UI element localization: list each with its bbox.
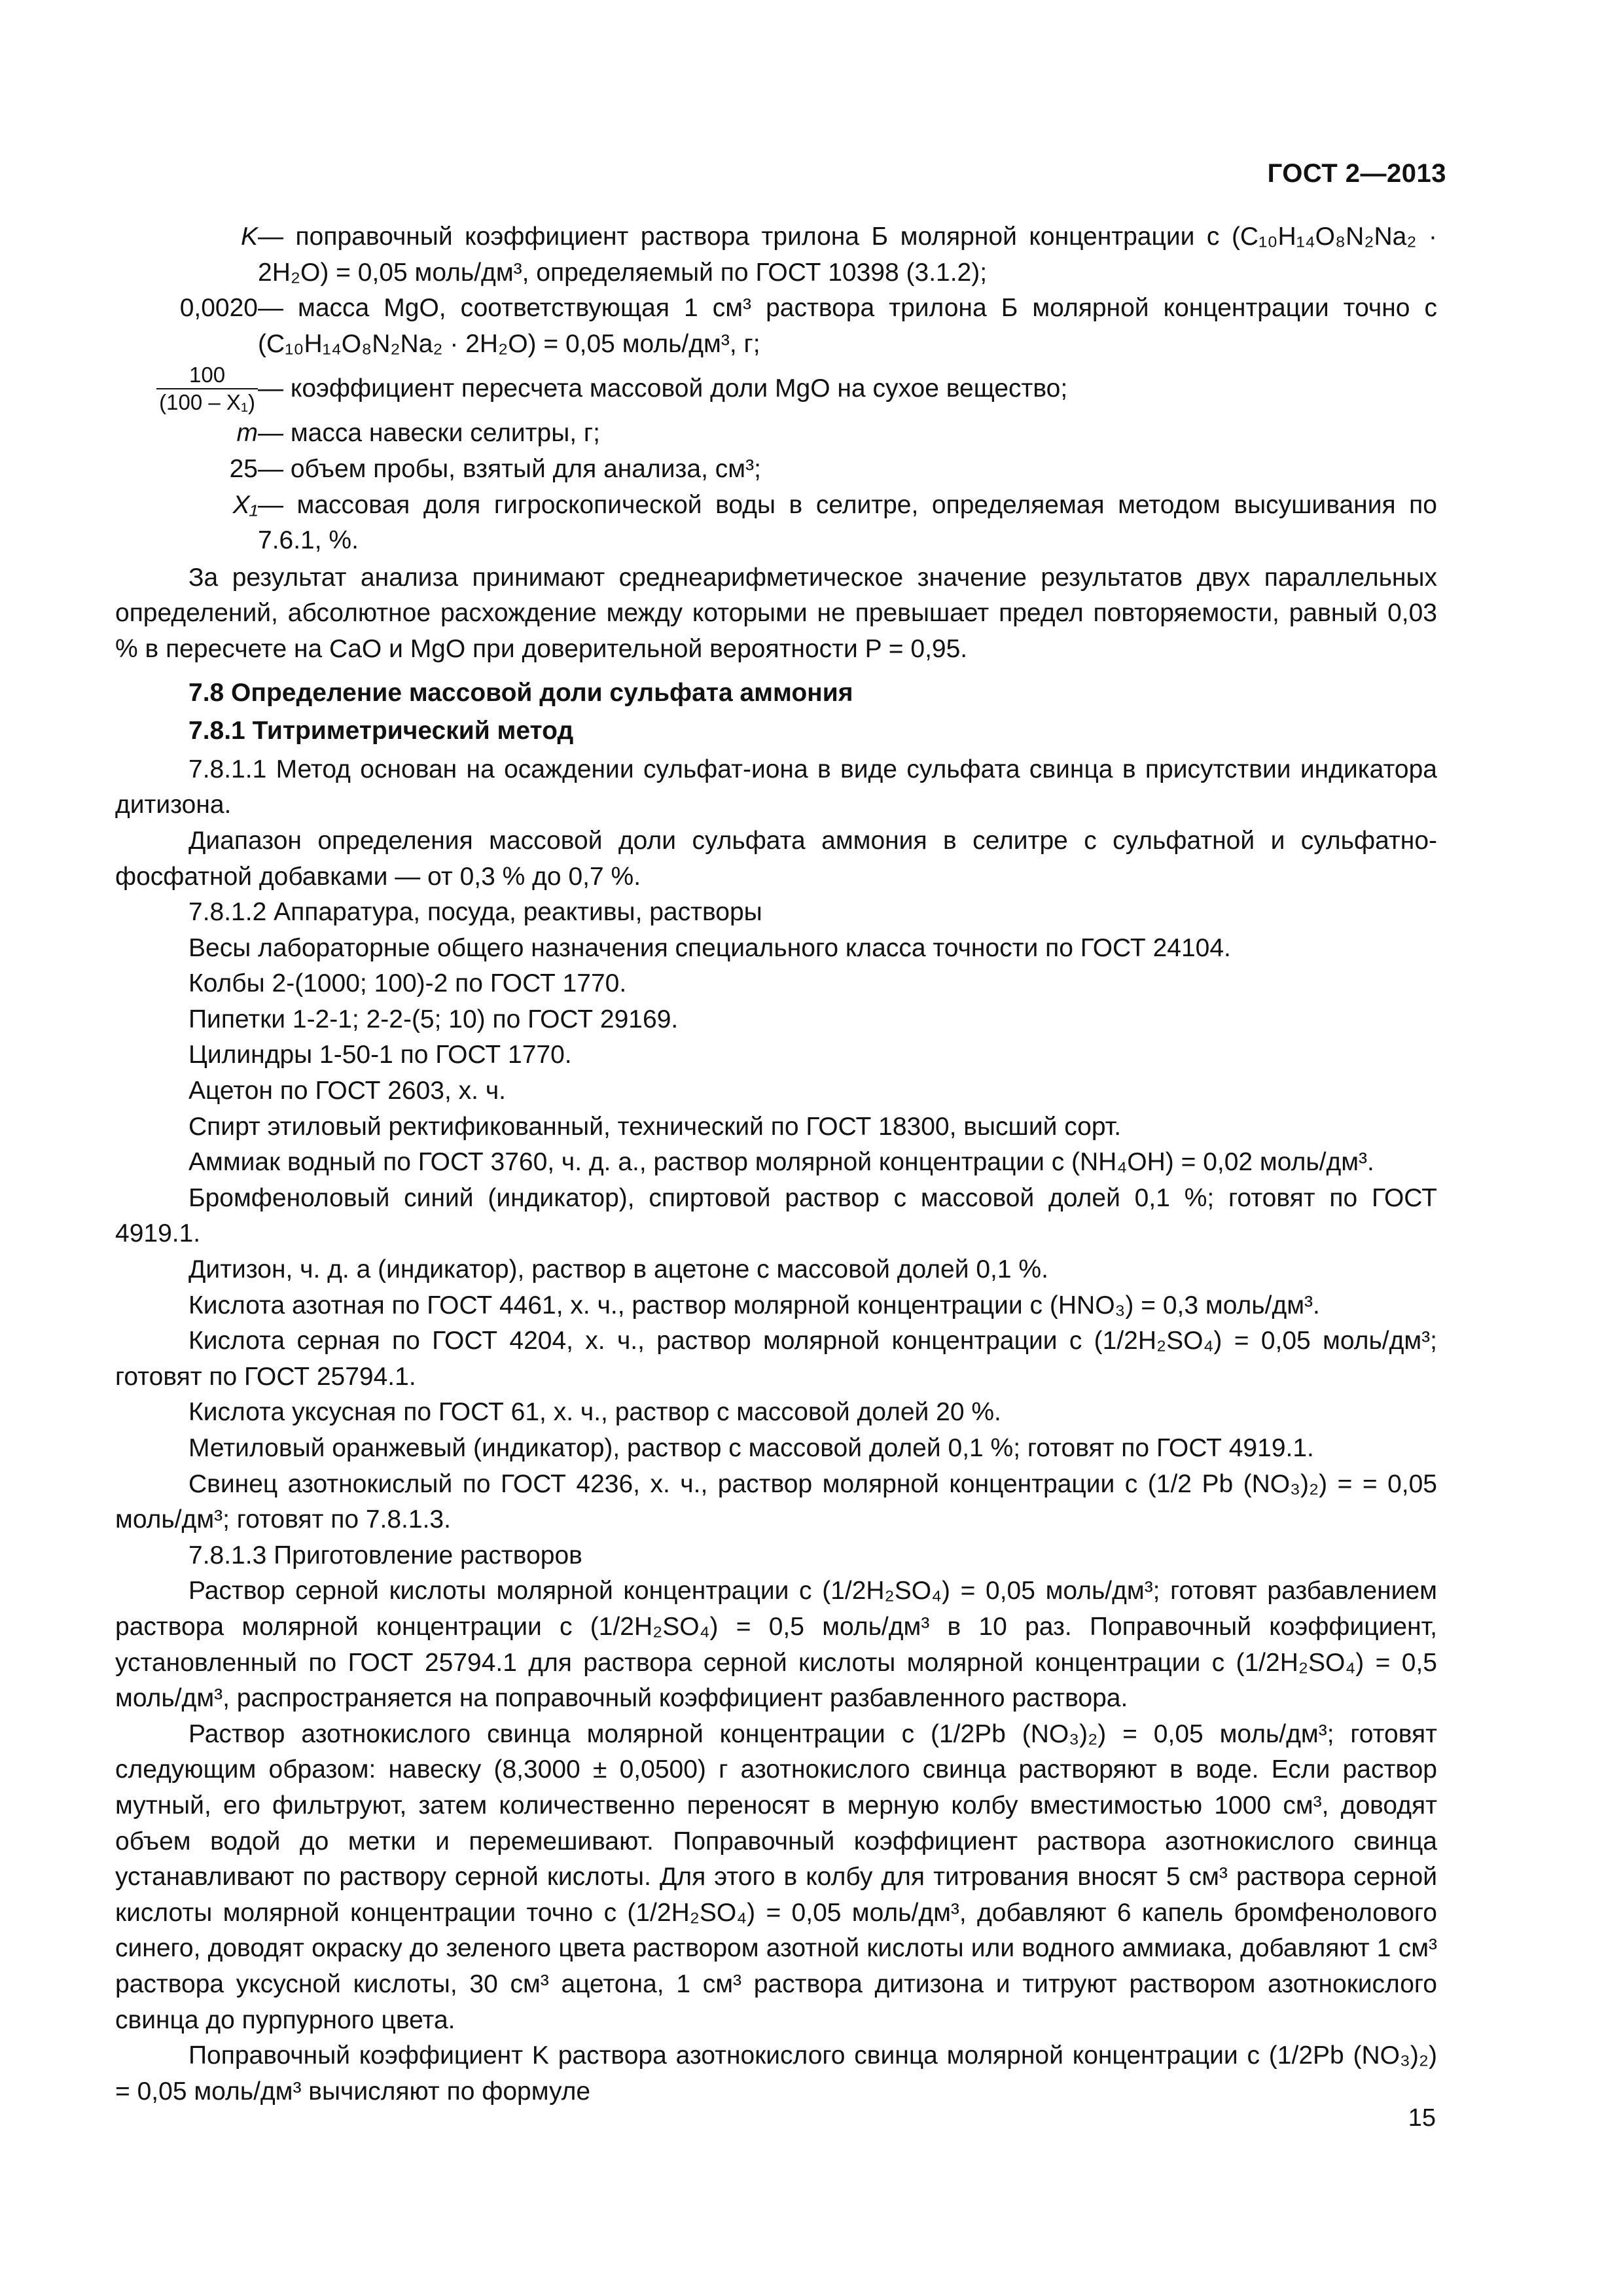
equipment-list bbox=[115, 931, 1437, 1538]
subsection-heading-7-8-1: 7.8.1 Титриметрический метод bbox=[188, 717, 574, 745]
list-item: Метиловый оранжевый (индикатор), раствор с массовой долей 0,1 %; готовят по ГОСТ 4919.1. bbox=[188, 1434, 1314, 1462]
paragraph-7-8-1-1: 7.8.1.1 Метод основан на осаждении сульфат-иона в виде сульфата свинца в присутствии индикатора дитизона. bbox=[115, 755, 1437, 819]
list-item: Спирт этиловый ректификованный, технический по ГОСТ 18300, высший сорт. bbox=[188, 1112, 1122, 1141]
legend-symbol-m: m bbox=[236, 419, 258, 448]
list-item: Кислота уксусная по ГОСТ 61, х. ч., раствор с массовой долей 20 %. bbox=[188, 1398, 1001, 1427]
legend-symbol-k: K bbox=[240, 223, 258, 251]
legend-row-fraction bbox=[115, 362, 1437, 416]
legend-text-fraction: — коэффициент пересчета массовой доли MgO на сухое вещество; bbox=[258, 374, 1068, 403]
list-item: Кислота азотная по ГОСТ 4461, х. ч., раствор молярной концентрации c (HNO₃) = 0,3 моль/дм³. bbox=[188, 1291, 1320, 1319]
list-item: Весы лабораторные общего назначения специального класса точности по ГОСТ 24104. bbox=[188, 933, 1231, 962]
legend-row-x1 bbox=[115, 488, 1437, 559]
list-item: Кислота серная по ГОСТ 4204, х. ч., раствор молярной концентрации c (1/2H₂SO₄) = 0,05 моль/дм³; готовят по ГОСТ 25794.1. bbox=[115, 1327, 1437, 1391]
legend-text-k: — поправочный коэффициент раствора трилона Б молярной концентрации c (C₁₀H₁₄O₈N₂Na₂ · 2H₂O) = 0,05 моль/дм³, определяемый по ГОСТ 10398 (3.1.2); bbox=[258, 223, 1437, 287]
fraction-numerator: 100 bbox=[156, 362, 258, 389]
list-item: Ацетон по ГОСТ 2603, х. ч. bbox=[188, 1077, 506, 1105]
list-item: Цилиндры 1-50-1 по ГОСТ 1770. bbox=[188, 1041, 572, 1069]
legend-text-m: — масса навески селитры, г; bbox=[258, 419, 600, 448]
section-heading-7-8: 7.8 Определение массовой доли сульфата аммония bbox=[188, 678, 853, 707]
legend-row-m bbox=[115, 416, 1437, 452]
dry-basis-fraction bbox=[156, 362, 258, 416]
list-item: Аммиак водный по ГОСТ 3760, ч. д. а., раствор молярной концентрации c (NH₄OH) = 0,02 моль/дм³. bbox=[188, 1148, 1374, 1177]
paragraph-7-8-1-2: 7.8.1.2 Аппаратура, посуда, реактивы, растворы bbox=[188, 898, 762, 927]
variable-legend bbox=[115, 219, 1437, 559]
result-paragraph: За результат анализа принимают среднеарифметическое значение результатов двух параллельных определений, абсолютное расхождение между которыми не превышает предел повторяемости, равный 0,03 % в пересчете на CaO и MgO при доверительной вероятности P = 0,95. bbox=[115, 563, 1437, 663]
legend-text-x1: — массовая доля гигроскопической воды в селитре, определяемая методом высушивания по 7.6.1, %. bbox=[258, 490, 1437, 555]
coefficient-paragraph: Поправочный коэффициент K раствора азотнокислого свинца молярной концентрации c (1/2Pb (NO₃)₂) = 0,05 моль/дм³ вычисляют по формуле bbox=[115, 2041, 1437, 2106]
legend-row-k bbox=[115, 219, 1437, 291]
list-item: Свинец азотнокислый по ГОСТ 4236, х. ч., раствор молярной концентрации c (1/2 Pb (NO₃)₂) = = 0,05 моль/дм³; готовят по 7.8.1.3. bbox=[115, 1469, 1437, 1534]
lead-nitrate-paragraph: Раствор азотнокислого свинца молярной концентрации c (1/2Pb (NO₃)₂) = 0,05 моль/дм³; готовят следующим образом: навеску (8,3000 ± 0,0500) г азотнокислого свинца растворяют в воде. Если раствор мутный, его фильтруют, затем количественно переносят в мерную колбу вместимостью 1000 см³, доводят объем водой до метки и перемешивают. Поправочный коэффициент раствора азотнокислого свинца устанавливают по раствору серной кислоты. Для этого в колбу для титрования вносят 5 см³ раствора серной кислоты молярной концентрации точно c (1/2H₂SO₄) = 0,05 моль/дм³, добавляют 6 капель бромфенолового синего, доводят окраску до зеленого цвета раствором азотной кислоты или водного аммиака, добавляют 1 см³ раствора уксусной кислоты, 30 см³ ацетона, 1 см³ раствора дитизона и титруют раствором азотнокислого свинца до пурпурного цвета. bbox=[115, 1719, 1437, 2034]
legend-row-volume bbox=[115, 452, 1437, 488]
sulfuric-acid-paragraph: Раствор серной кислоты молярной концентрации c (1/2H₂SO₄) = 0,05 моль/дм³; готовят разбавлением раствора молярной концентрации c (1/2H₂SO₄) = 0,5 моль/дм³ в 10 раз. Поправочный коэффициент, установленный по ГОСТ 25794.1 для раствора серной кислоты молярной концентрации c (1/2H₂SO₄) = 0,5 моль/дм³, распространяется на поправочный коэффициент разбавленного раствора. bbox=[115, 1577, 1437, 1713]
legend-symbol-volume: 25 bbox=[229, 454, 258, 483]
list-item: Дитизон, ч. д. а (индикатор), раствор в ацетоне с массовой долей 0,1 %. bbox=[188, 1255, 1048, 1284]
list-item: Пипетки 1-2-1; 2-2-(5; 10) по ГОСТ 29169. bbox=[188, 1005, 679, 1033]
legend-symbol-x1: X₁ bbox=[232, 490, 258, 519]
list-item: Колбы 2-(1000; 100)-2 по ГОСТ 1770. bbox=[188, 969, 627, 998]
fraction-denominator: (100 – X₁) bbox=[159, 390, 255, 415]
page-number: 15 bbox=[1408, 2104, 1436, 2132]
list-item: Бромфеноловый синий (индикатор), спиртовой раствор с массовой долей 0,1 %; готовят по ГОСТ 4919.1. bbox=[115, 1183, 1437, 1248]
range-paragraph: Диапазон определения массовой доли сульфата аммония в селитре с сульфатной и сульфатно-фосфатной добавками — от 0,3 % до 0,7 %. bbox=[115, 826, 1437, 891]
legend-row-mgo bbox=[115, 291, 1437, 362]
standard-header: ГОСТ 2—2013 bbox=[1267, 159, 1446, 188]
legend-symbol-mgo: 0,0020 bbox=[179, 294, 258, 323]
page-content bbox=[115, 219, 1437, 2109]
paragraph-7-8-1-3: 7.8.1.3 Приготовление растворов bbox=[188, 1541, 582, 1570]
legend-symbol-fraction bbox=[115, 362, 258, 416]
legend-text-mgo: — масса MgO, соответствующая 1 см³ раствора трилона Б молярной концентрации точно c (C₁₀H₁₄O₈N₂Na₂ · 2H₂O) = 0,05 моль/дм³, г; bbox=[258, 294, 1437, 358]
legend-text-volume: — объем пробы, взятый для анализа, см³; bbox=[258, 454, 761, 483]
